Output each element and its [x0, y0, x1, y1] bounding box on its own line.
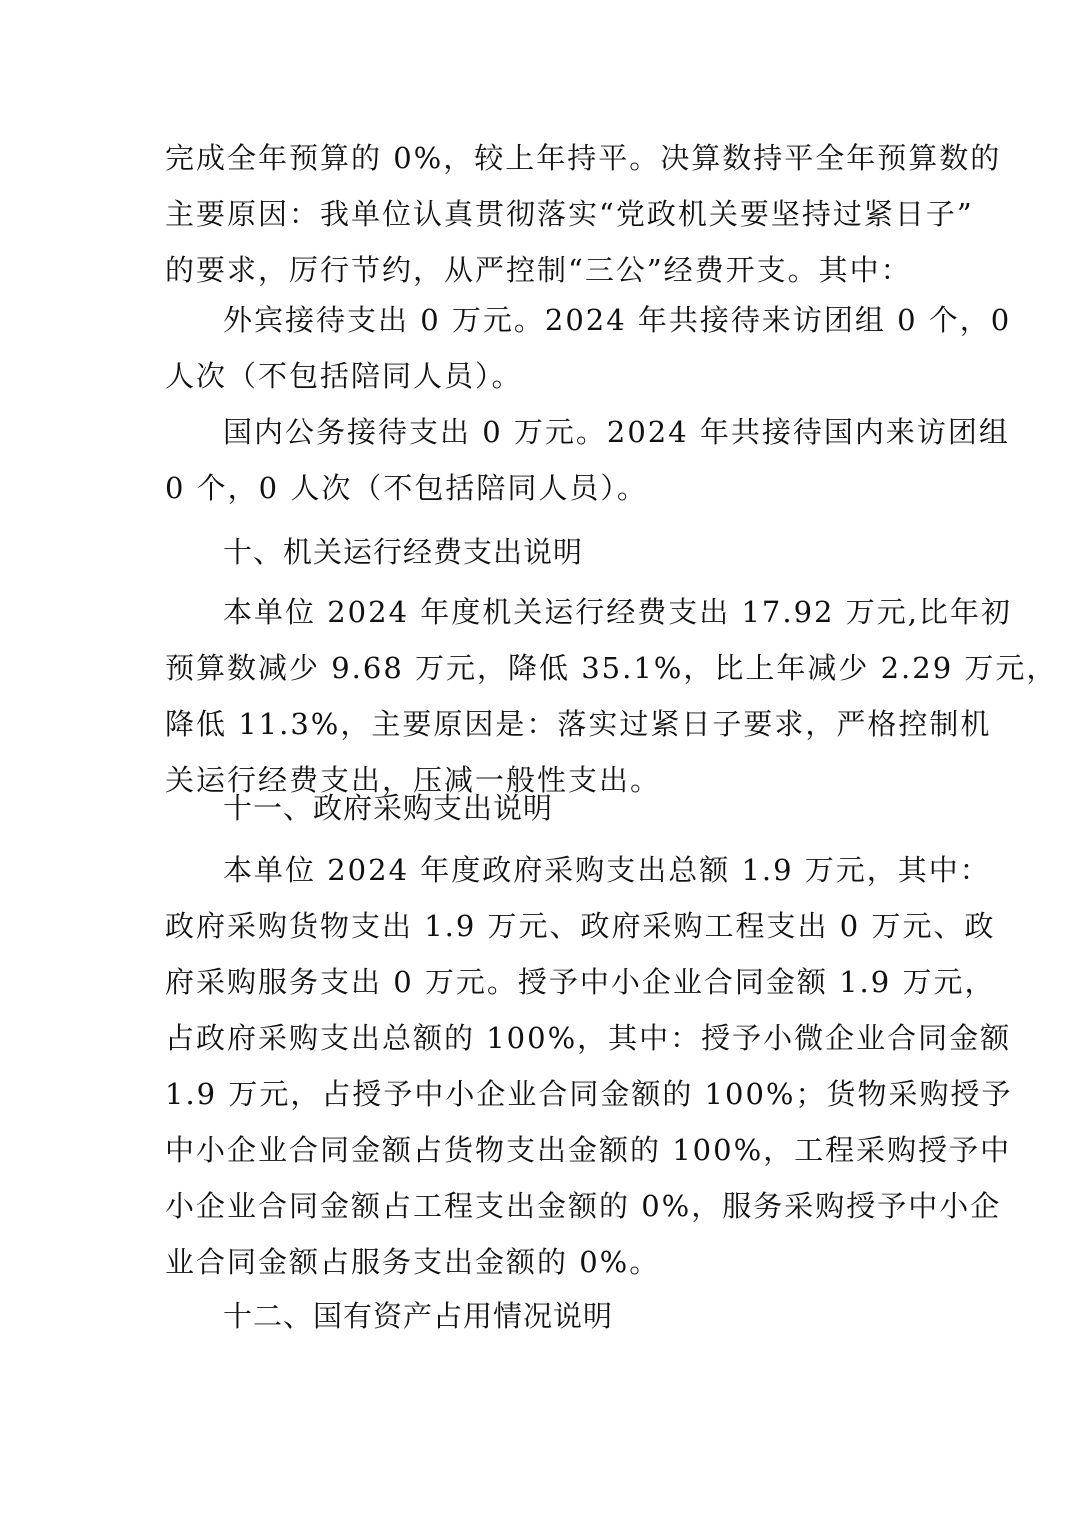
paragraph-line: 外宾接待支出 0 万元。2024 年共接待来访团组 0 个，0 — [223, 303, 1012, 337]
paragraph-line: 主要原因：我单位认真贯彻落实“党政机关要坚持过紧日子” — [165, 197, 974, 231]
paragraph-line: 的要求，厉行节约，从严控制“三公”经费开支。其中： — [165, 253, 912, 287]
paragraph-line: 人次（不包括陪同人员）。 — [165, 359, 523, 393]
paragraph-line: 国内公务接待支出 0 万元。2024 年共接待国内来访团组 — [223, 415, 1010, 449]
paragraph-line: 关运行经费支出，压减一般性支出。 — [165, 763, 662, 797]
section-heading-12: 十二、国有资产占用情况说明 — [223, 1299, 614, 1333]
paragraph-line: 降低 11.3%，主要原因是：落实过紧日子要求，严格控制机 — [165, 707, 992, 741]
paragraph-line: 1.9 万元，占授予中小企业合同金额的 100%；货物采购授予 — [165, 1077, 1013, 1111]
paragraph-line: 0 个，0 人次（不包括陪同人员）。 — [165, 471, 648, 505]
section-heading-11: 十一、政府采购支出说明 — [223, 791, 554, 825]
paragraph-line: 本单位 2024 年度机关运行经费支出 17.92 万元,比年初 — [223, 595, 1012, 629]
paragraph-line: 占政府采购支出总额的 100%，其中：授予小微企业合同金额 — [165, 1021, 1012, 1055]
paragraph-line: 完成全年预算的 0%，较上年持平。决算数持平全年预算数的 — [165, 141, 1002, 175]
paragraph-line: 小企业合同金额占工程支出金额的 0%，服务采购授予中小企 — [165, 1189, 1002, 1223]
paragraph-line: 预算数减少 9.68 万元，降低 35.1%，比上年减少 2.29 万元， — [165, 651, 1058, 685]
paragraph-line: 中小企业合同金额占货物支出金额的 100%，工程采购授予中 — [165, 1133, 1012, 1167]
paragraph-line: 本单位 2024 年度政府采购支出总额 1.9 万元，其中： — [223, 853, 991, 887]
section-heading-10: 十、机关运行经费支出说明 — [223, 535, 584, 569]
paragraph-line: 业合同金额占服务支出金额的 0%。 — [165, 1245, 661, 1279]
paragraph-line: 府采购服务支出 0 万元。授予中小企业合同金额 1.9 万元， — [165, 965, 996, 999]
paragraph-line: 政府采购货物支出 1.9 万元、政府采购工程支出 0 万元、政 — [165, 909, 996, 943]
